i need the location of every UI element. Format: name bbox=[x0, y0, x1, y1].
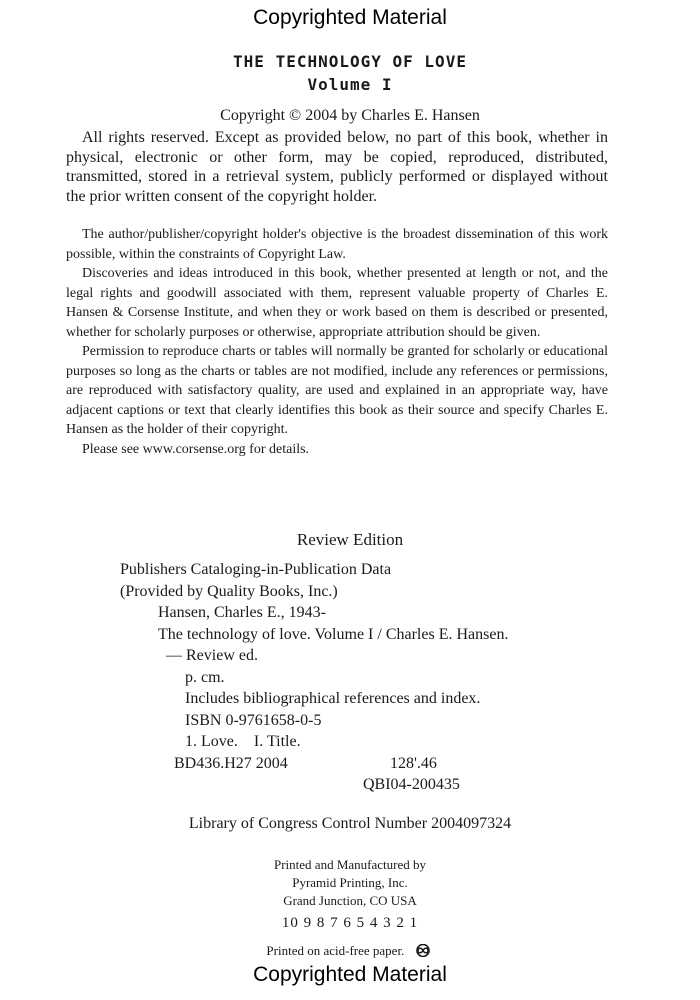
copyright-line: Copyright © 2004 by Charles E. Hansen bbox=[220, 107, 480, 124]
volume-label: Volume I bbox=[307, 75, 393, 94]
cip-qbi: QBI04-200435 bbox=[363, 776, 460, 793]
cip-dewey: 128'.46 bbox=[390, 754, 437, 772]
printer-line-1: Printed and Manufactured by bbox=[274, 857, 426, 872]
cataloging-in-publication-block bbox=[120, 559, 600, 796]
printer-block bbox=[0, 856, 700, 932]
discoveries-paragraph: Discoveries and ideas introduced in this book, whether presented at length or not, and the legal rights and goodwill associated with them, represent valuable property of Charles E. Hansen & Corsense Institute, and when they or work based on them is described or presented, whether for scholarly purposes or otherwise, appropriate attribution should be given. bbox=[66, 266, 608, 340]
cip-author: Hansen, Charles E., 1943- bbox=[158, 604, 326, 621]
copyrighted-material-banner-top: Copyrighted Material bbox=[253, 6, 447, 29]
usage-notes bbox=[66, 225, 608, 459]
cip-heading: Publishers Cataloging-in-Publication Data bbox=[120, 561, 392, 578]
rights-reserved-paragraph: All rights reserved. Except as provided below, no part of this book, whether in physical, electronic or other form, may be copied, reproduced, distributed, transmitted, stored in a retrieval system, publicly performed or displayed without the prior written consent of the copyright holder. bbox=[66, 129, 608, 205]
printer-line-3: Grand Junction, CO USA bbox=[283, 893, 417, 908]
printing-number-line: 10 9 8 7 6 5 4 3 2 1 bbox=[281, 915, 419, 931]
book-title: THE TECHNOLOGY OF LOVE bbox=[233, 52, 467, 71]
copyrighted-material-banner-bottom: Copyrighted Material bbox=[253, 963, 447, 986]
acid-free-text: Printed on acid-free paper. bbox=[266, 943, 405, 958]
cip-pages: p. cm. bbox=[185, 668, 225, 686]
permission-paragraph: Permission to reproduce charts or tables will normally be granted for scholarly or educational purposes so long as the charts or tables are not modified, include any references or permissions, are reproduced with satisfactory quality, are used and explained in an appropriate way, have adjacent captions or text that clearly identifies this book as their source and specify Charles E. Hansen as the holder of their copyright. bbox=[66, 344, 608, 437]
printer-line-2: Pyramid Printing, Inc. bbox=[292, 875, 408, 890]
cip-includes: Includes bibliographical references and index. bbox=[185, 690, 481, 707]
edition-label: Review Edition bbox=[296, 530, 404, 549]
cip-classification-row bbox=[120, 753, 600, 775]
details-paragraph: Please see www.corsense.org for details. bbox=[82, 441, 310, 457]
cip-subjects: 1. Love. I. Title. bbox=[185, 733, 301, 750]
cip-lc-class: BD436.H27 2004 bbox=[174, 754, 288, 772]
cip-title: The technology of love. Volume I / Charles E. Hansen. bbox=[158, 625, 509, 643]
objective-paragraph: The author/publisher/copyright holder's objective is the broadest dissemination of this work possible, within the constraints of Copyright Law. bbox=[66, 227, 608, 262]
lccn-line: Library of Congress Control Number 2004097324 bbox=[188, 815, 512, 832]
acid-free-line bbox=[0, 943, 700, 961]
infinity-icon bbox=[412, 944, 434, 961]
cip-isbn: ISBN 0-9761658-0-5 bbox=[185, 711, 322, 729]
cip-provider: (Provided by Quality Books, Inc.) bbox=[120, 582, 338, 600]
cip-edition: — Review ed. bbox=[166, 647, 258, 664]
book-title-block bbox=[0, 50, 700, 96]
